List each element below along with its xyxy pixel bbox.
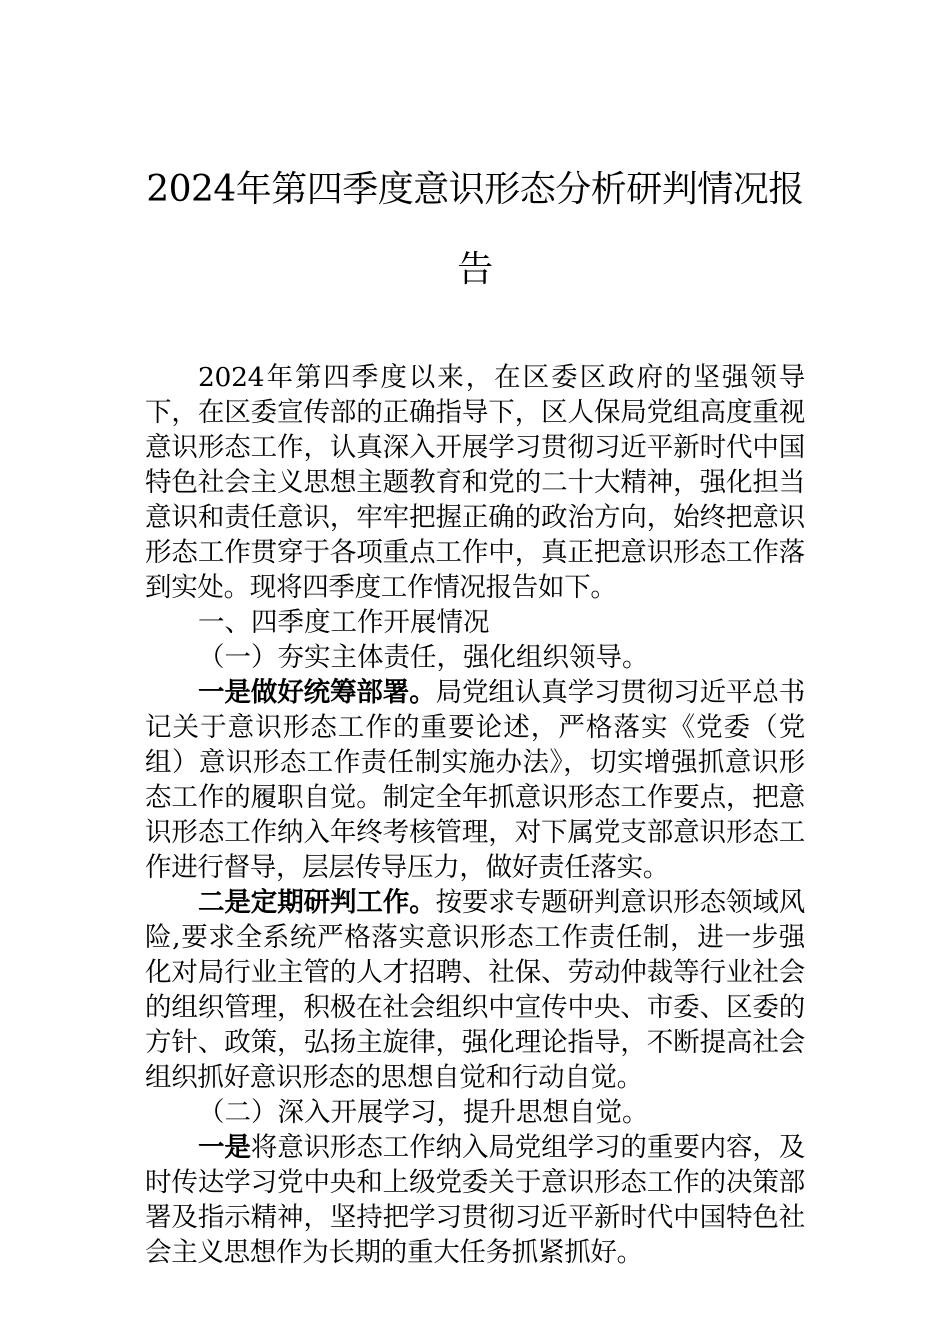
paragraph-body: 局党组认真学习贯彻习近平总书记关于意识形态工作的重要论述，严格落实《党委（党组）意识形态工作责任制实施办法》，切实增强抓意识形态工作的履职自觉。制定全年抓意识形态工作要点，把意识形态工作纳入年终考核管理，对下属党支部意识形态工作进行督导，层层传导压力，做好责任落实。 — [145, 677, 805, 883]
paragraph-lead: 一是做好统筹部署。 — [198, 677, 436, 708]
paragraph-lead: 二是定期研判工作。 — [198, 887, 436, 918]
paragraph-coordinated-deployment — [145, 675, 805, 885]
paragraph-study-content — [145, 1130, 805, 1270]
document-page — [145, 150, 805, 1270]
section-heading-1: 一、四季度工作开展情况 — [198, 607, 490, 638]
paragraph-body: 按要求专题研判意识形态领域风险,要求全系统严格落实意识形态工作责任制，进一步强化对局行业主管的人才招聘、社保、劳动仲裁等行业社会的组织管理，积极在社会组织中宣传中央、市委、区委的方针、政策，弘扬主旋律，强化理论指导，不断提高社会组织抓好意识形态的思想自觉和行动自觉。 — [145, 887, 805, 1093]
paragraph-regular-assessment — [145, 885, 805, 1095]
subsection-heading-1: （一）夯实主体责任，强化组织领导。 — [198, 642, 649, 673]
subsection-heading-2: （二）深入开展学习，提升思想自觉。 — [198, 1097, 649, 1128]
intro-paragraph: 2024年第四季度以来，在区委区政府的坚强领导下，在区委宣传部的正确指导下，区人保局党组高度重视意识形态工作，认真深入开展学习贯彻习近平新时代中国特色社会主义思想主题教育和党的二十大精神，强化担当意识和责任意识，牢牢把握正确的政治方向，始终把意识形态工作贯穿于各项重点工作中，真正把意识形态工作落到实处。现将四季度工作情况报告如下。 — [145, 362, 805, 603]
paragraph-body: 将意识形态工作纳入局党组学习的重要内容，及时传达学习党中央和上级党委关于意识形态工作的决策部署及指示精神，坚持把学习贯彻习近平新时代中国特色社会主义思想作为长期的重大任务抓紧抓好。 — [145, 1132, 806, 1268]
document-title: 2024年第四季度意识形态分析研判情况报告 — [146, 169, 804, 290]
paragraph-lead: 一是 — [198, 1132, 251, 1163]
